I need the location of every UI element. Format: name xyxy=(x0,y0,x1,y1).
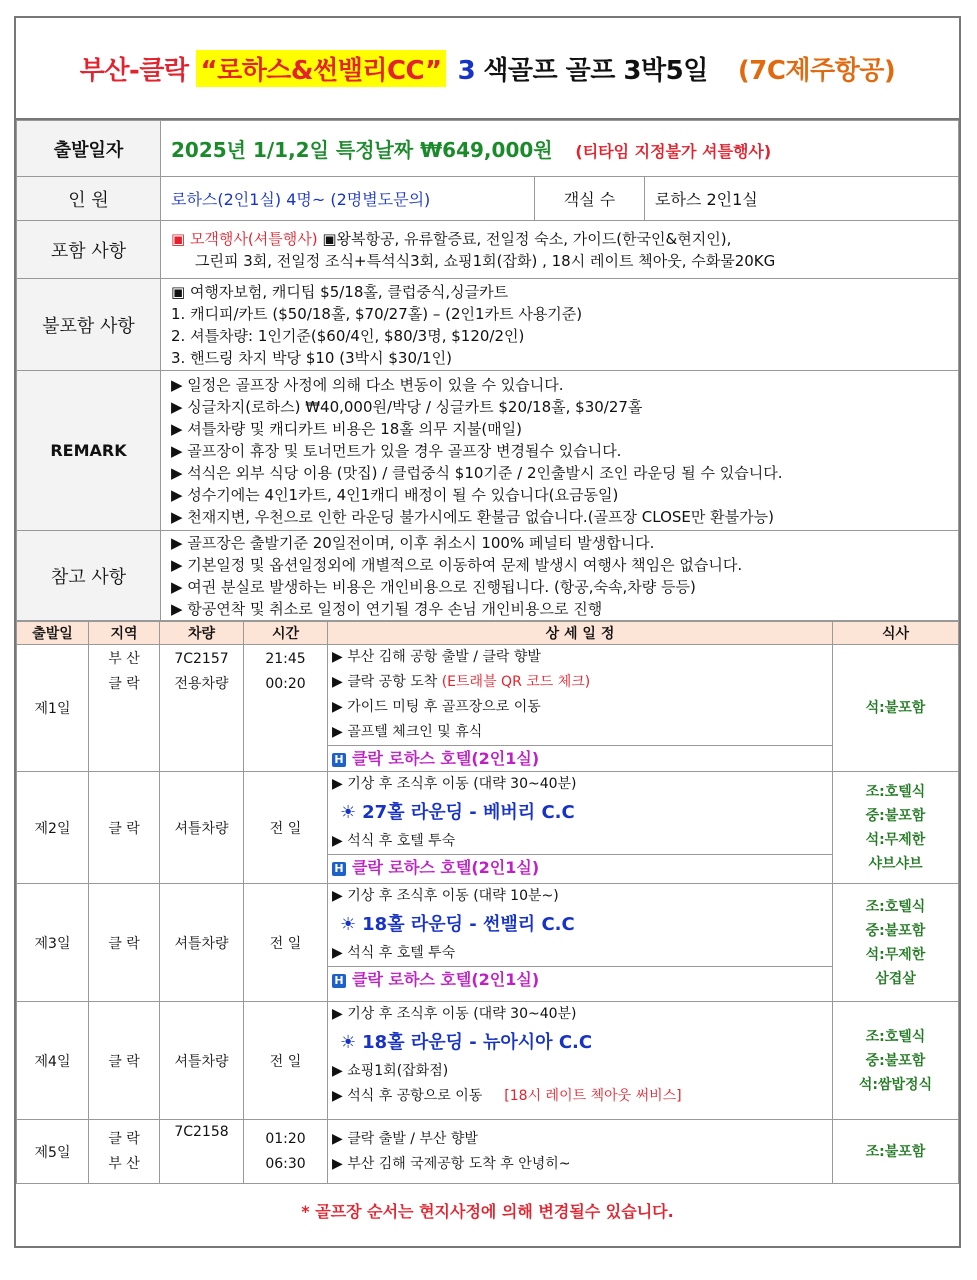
day-vehicle: 7C2158 xyxy=(160,1120,244,1184)
day-meals xyxy=(833,884,959,1002)
header-region: 지역 xyxy=(89,622,160,645)
title-route: 부산-클락 xyxy=(79,55,189,86)
included-row xyxy=(17,221,959,279)
hotel-icon: H xyxy=(332,974,346,988)
day-details xyxy=(328,1002,833,1120)
day-details xyxy=(328,772,833,884)
day-label: 제2일 xyxy=(17,772,89,884)
day-time: 전 일 xyxy=(244,884,328,1002)
day-vehicle xyxy=(160,645,244,772)
notes-line: ▶ 골프장은 출발기준 20일전이며, 이후 취소시 100% 페널티 발생합니다. xyxy=(171,533,655,552)
day-region: 클 락 xyxy=(89,772,160,884)
schedule-header-row xyxy=(17,622,959,645)
detail-line: ▶ 석식 후 호텔 투숙 xyxy=(332,833,456,849)
meal-item: 삼겹살 xyxy=(875,970,916,987)
round-text: 27홀 라운딩 - 베버리 C.C xyxy=(362,802,575,823)
excluded-row xyxy=(17,279,959,371)
included-line1-highlight: ▣ 모객행사(셔틀행사) xyxy=(171,229,318,248)
included-label: 포함 사항 xyxy=(17,221,161,279)
vehicle-item: 7C2157 xyxy=(174,651,229,667)
detail-line: ▶ 부산 김해 국제공항 도착 후 안녕히~ xyxy=(332,1155,571,1172)
footer-note: * 골프장 순서는 현지사정에 의해 변경될수 있습니다. xyxy=(301,1202,674,1221)
departure-cell xyxy=(161,121,959,177)
remark-line: ▶ 석식은 외부 식당 이용 (맛집) / 클럽중식 $10기준 / 2인출발시 조인 라운딩 될 수 있습니다. xyxy=(171,463,783,482)
sun-icon: ☀ xyxy=(340,914,357,935)
round-line xyxy=(328,1027,832,1059)
day-details xyxy=(328,645,833,772)
day-time xyxy=(244,645,328,772)
region-item: 부 산 xyxy=(108,1155,140,1172)
hotel-name: 클락 로하스 호텔(2인1실) xyxy=(352,749,540,768)
detail-line: ▶ 클락 출발 / 부산 향발 xyxy=(332,1130,478,1147)
people-label: 인 원 xyxy=(17,177,161,221)
schedule-table xyxy=(16,621,959,1184)
day-vehicle: 셔틀차량 xyxy=(160,884,244,1002)
meal-item: 조:호텔식 xyxy=(865,898,926,915)
meal-item: 석:무제한 xyxy=(865,946,926,963)
excluded-label: 불포함 사항 xyxy=(17,279,161,371)
meal-item: 석:불포함 xyxy=(865,700,926,716)
title-tour xyxy=(454,50,712,87)
time-item: 01:20 xyxy=(265,1130,306,1147)
people-row xyxy=(17,177,959,221)
title-duration: 색골프 골프 3박5일 xyxy=(483,55,708,86)
page-title xyxy=(16,18,959,120)
detail-line: ▶ 석식 후 호텔 투숙 xyxy=(332,945,456,961)
round-text: 18홀 라운딩 - 뉴아시아 C.C xyxy=(362,1032,593,1053)
day-vehicle: 셔틀차량 xyxy=(160,772,244,884)
info-table xyxy=(16,120,959,621)
day-region xyxy=(89,645,160,772)
remark-label: REMARK xyxy=(17,371,161,531)
notes-row xyxy=(17,531,959,621)
header-vehicle: 차량 xyxy=(160,622,244,645)
round-text: 18홀 라운딩 - 썬밸리 C.C xyxy=(362,914,575,935)
region-item: 클 락 xyxy=(108,1130,140,1147)
day-time: 전 일 xyxy=(244,772,328,884)
notes-cell xyxy=(161,531,959,621)
detail-text: ▶ 클락 공항 도착 xyxy=(332,674,442,690)
round-line xyxy=(328,909,832,941)
meal-item: 샤브샤브 xyxy=(868,855,923,872)
title-courses: “로하스&썬밸리CC” xyxy=(196,50,445,87)
notes-line: ▶ 항공연착 및 취소로 일정이 연기될 경우 손님 개인비용으로 진행 xyxy=(171,599,603,618)
excluded-cell xyxy=(161,279,959,371)
time-item: 21:45 xyxy=(265,651,306,667)
detail-line: ▶ 기상 후 조식후 이동 (대략 30~40분) xyxy=(332,1006,577,1022)
remark-line: ▶ 셔틀차량 및 캐디카트 비용은 18홀 의무 지불(매일) xyxy=(171,419,523,438)
detail-line: ▶ 쇼핑1회(잡화점) xyxy=(332,1063,449,1079)
time-item: 00:20 xyxy=(265,676,306,692)
included-line1-rest: ▣왕복항공, 유류할증료, 전일정 숙소, 가이드(한국인&현지인), xyxy=(317,229,732,248)
day-time: 전 일 xyxy=(244,1002,328,1120)
title-airline: (7C제주항공) xyxy=(737,55,896,86)
day-details xyxy=(328,1120,833,1184)
day-vehicle: 셔틀차량 xyxy=(160,1002,244,1120)
meal-item: 중:불포함 xyxy=(865,922,926,939)
remark-line: ▶ 싱글차지(로하스) ₩40,000원/박당 / 싱글카트 $20/18홀, $30/27홀 xyxy=(171,397,643,416)
included-cell xyxy=(161,221,959,279)
departure-note: (티타임 지정불가 셔틀행사) xyxy=(575,142,772,161)
sun-icon: ☀ xyxy=(340,1032,357,1053)
remark-line: ▶ 성수기에는 4인1카트, 4인1캐디 배정이 될 수 있습니다(요금동일) xyxy=(171,485,619,504)
day-meals xyxy=(833,1120,959,1184)
remark-row xyxy=(17,371,959,531)
day-time xyxy=(244,1120,328,1184)
detail-text: ▶ 석식 후 공항으로 이동 xyxy=(332,1088,483,1104)
detail-line: ▶ 기상 후 조식후 이동 (대략 30~40분) xyxy=(332,776,577,792)
remark-cell xyxy=(161,371,959,531)
day-region xyxy=(89,1120,160,1184)
meal-item: 석:무제한 xyxy=(865,831,926,848)
sun-icon: ☀ xyxy=(340,802,357,823)
rooms-value: 로하스 2인1실 xyxy=(645,177,959,221)
hotel-name: 클락 로하스 호텔(2인1실) xyxy=(352,970,540,989)
detail-line: ▶ 부산 김해 공항 출발 / 클락 향발 xyxy=(332,649,541,665)
departure-value: 2025년 1/1,2일 특정날짜 ₩649,000원 xyxy=(171,138,553,162)
day-label: 제1일 xyxy=(17,645,89,772)
region-item: 부 산 xyxy=(108,651,140,667)
remark-line: ▶ 골프장이 휴장 및 토너먼트가 있을 경우 골프장 변경될수 있습니다. xyxy=(171,441,622,460)
header-departure: 출발일 xyxy=(17,622,89,645)
detail-line: ▶ 기상 후 조식후 이동 (대략 10분~) xyxy=(332,888,559,904)
detail-line: ▶ 골프텔 체크인 및 휴식 xyxy=(332,724,483,740)
day-label: 제4일 xyxy=(17,1002,89,1120)
excluded-line: 3. 핸드링 차지 박당 $10 (3박시 $30/1인) xyxy=(171,348,452,367)
hotel-icon: H xyxy=(332,753,346,767)
detail-line: ▶ 가이드 미팅 후 골프장으로 이동 xyxy=(332,699,541,715)
itinerary-page xyxy=(14,16,961,1248)
round-line xyxy=(328,797,832,829)
meal-item: 조:호텔식 xyxy=(865,1028,926,1045)
day-details xyxy=(328,884,833,1002)
vehicle-item: 전용차량 xyxy=(174,676,229,692)
included-line2: 그린피 3회, 전일정 조식+특석식3회, 쇼핑1회(잡화) , 18시 레이트 첵아웃, 수화물20KG xyxy=(195,251,776,270)
excluded-line: ▣ 여행자보험, 캐디팁 $5/18홀, 클럽중식,싱글카트 xyxy=(171,282,509,301)
late-checkout-note: [18시 레이트 첵아웃 써비스] xyxy=(504,1088,682,1104)
hotel-line xyxy=(328,966,832,992)
notes-line: ▶ 여권 분실로 발생하는 비용은 개인비용으로 진행됩니다. (항공,숙속,차량 등등) xyxy=(171,577,696,596)
header-time: 시간 xyxy=(244,622,328,645)
title-count: 3 xyxy=(457,55,476,86)
meal-item: 조:호텔식 xyxy=(865,783,926,800)
day-label: 제3일 xyxy=(17,884,89,1002)
detail-line-transfer xyxy=(328,1084,832,1109)
day-row-5 xyxy=(17,1120,959,1184)
remark-line: ▶ 일정은 골프장 사정에 의해 다소 변동이 있을 수 있습니다. xyxy=(171,375,564,394)
header-details: 상 세 일 정 xyxy=(328,622,833,645)
day-row-2 xyxy=(17,772,959,884)
departure-label: 출발일자 xyxy=(17,121,161,177)
region-item: 클 락 xyxy=(108,676,140,692)
notes-line: ▶ 기본일정 및 옵션일정외에 개별적으로 이동하여 문제 발생시 여행사 책임은 없습니다. xyxy=(171,555,743,574)
excluded-line: 1. 캐디피/카트 ($50/18홀, $70/27홀) – (2인1카트 사용기준) xyxy=(171,304,583,323)
rooms-label: 객실 수 xyxy=(535,177,645,221)
header-meals: 식사 xyxy=(833,622,959,645)
hotel-line xyxy=(328,854,832,880)
day-meals xyxy=(833,772,959,884)
notes-label: 참고 사항 xyxy=(17,531,161,621)
detail-line-arrival xyxy=(328,670,832,695)
day-label: 제5일 xyxy=(17,1120,89,1184)
day-row-1 xyxy=(17,645,959,772)
meal-item: 조:불포함 xyxy=(865,1143,926,1160)
meal-item: 중:불포함 xyxy=(865,807,926,824)
departure-row xyxy=(17,121,959,177)
day-meals xyxy=(833,645,959,772)
meal-item: 중:불포함 xyxy=(865,1052,926,1069)
day-row-4 xyxy=(17,1002,959,1120)
day-region: 클 락 xyxy=(89,1002,160,1120)
remark-line: ▶ 천재지변, 우천으로 인한 라운딩 불가시에도 환불금 없습니다.(골프장 CLOSE만 환불가능) xyxy=(171,507,774,526)
people-value: 로하스(2인1실) 4명~ (2명별도문의) xyxy=(161,177,535,221)
hotel-icon: H xyxy=(332,862,346,876)
excluded-line: 2. 셔틀차량: 1인기준($60/4인, $80/3명, $120/2인) xyxy=(171,326,525,345)
meal-item: 석:쌈밥정식 xyxy=(858,1076,933,1093)
hotel-line xyxy=(328,745,832,771)
day-row-3 xyxy=(17,884,959,1002)
arrival-note: (E트래블 QR 코드 체크) xyxy=(441,674,591,690)
day-region: 클 락 xyxy=(89,884,160,1002)
day-meals xyxy=(833,1002,959,1120)
time-item: 06:30 xyxy=(265,1155,306,1172)
hotel-name: 클락 로하스 호텔(2인1실) xyxy=(352,858,540,877)
